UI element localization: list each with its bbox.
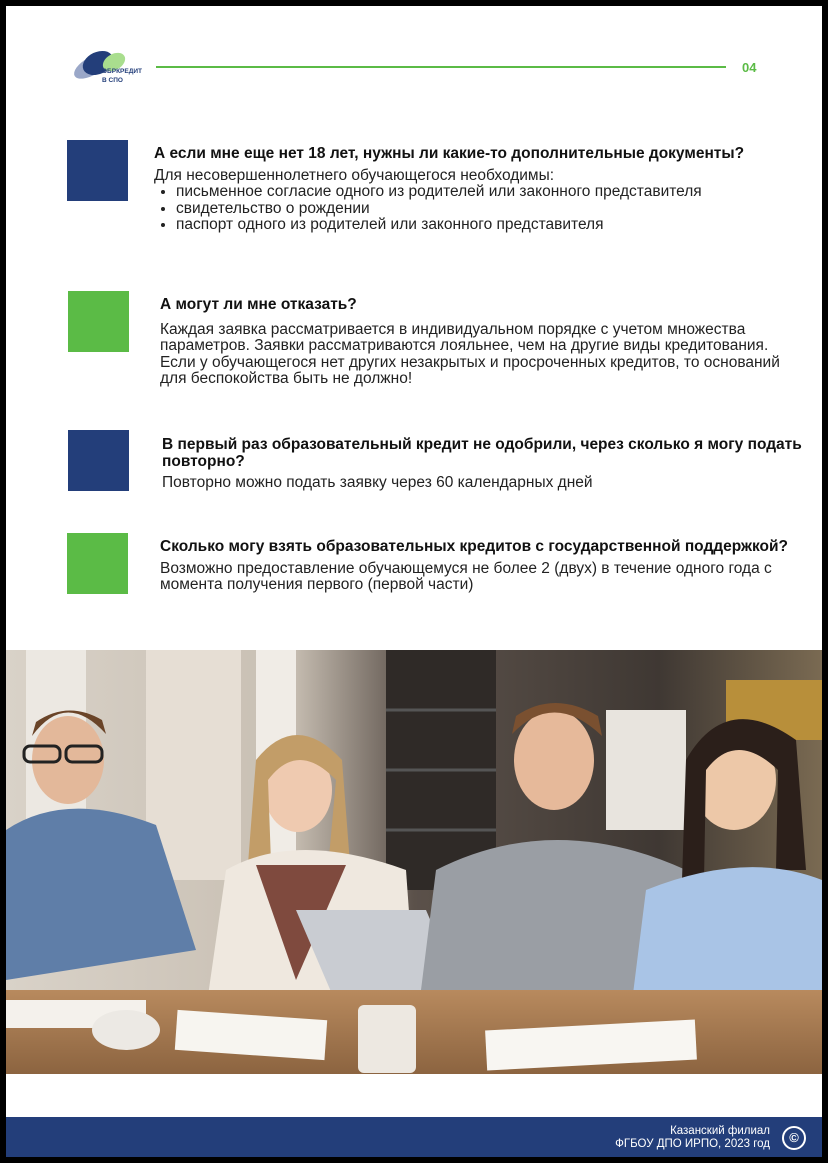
faq-answer-intro: Для несовершеннолетнего обучающегося необходимы: <box>154 166 555 184</box>
faq-question: А могут ли мне отказать? <box>160 296 357 313</box>
footer-line2: ФГБОУ ДПО ИРПО, 2023 год <box>615 1138 770 1150</box>
faq-answer: Повторно можно подать заявку через 60 календарных дней <box>162 474 593 491</box>
faq-question: В первый раз образовательный кредит не одобрили, через сколько я могу подать повторно? <box>162 436 802 470</box>
logo-text-line2: В СПО <box>102 77 123 84</box>
square-marker-green <box>67 533 128 594</box>
logo-text-line1: ОБРКРЕДИТ <box>102 68 142 75</box>
page-number: 04 <box>742 60 757 75</box>
list-item: • письменное согласие одного из родителей или законного представителя <box>176 184 794 201</box>
footer-line1: Казанский филиал <box>670 1125 770 1137</box>
list-item: • свидетельство о рождении <box>176 201 794 218</box>
faq-answer: Возможно предоставление обучающемуся не более 2 (двух) в течение одного года с момента получения первого (первой части) <box>160 559 772 593</box>
list-item: • паспорт одного из родителей или законного представителя <box>176 217 794 234</box>
faq-question: Сколько могу взять образовательных кредитов с государственной поддержкой? <box>160 538 789 555</box>
square-marker-blue <box>67 140 128 201</box>
logo <box>62 44 154 88</box>
footer-text <box>615 1125 770 1151</box>
footer <box>6 1117 822 1157</box>
header-divider <box>156 66 726 68</box>
faq-answer: Каждая заявка рассматривается в индивидуальном порядке с учетом множества параметров. Заявки рассматриваются лояльнее, чем на другие виды кредитования. Если у обучающегося нет других незакрытых и просроченных кредитов, то оснований для беспокойства быть не должно! <box>160 320 780 387</box>
students-group-photo <box>6 650 822 1074</box>
page <box>6 6 822 1157</box>
square-marker-blue <box>68 430 129 491</box>
faq-answer-list <box>154 184 794 234</box>
faq-question: А если мне еще нет 18 лет, нужны ли какие-то дополнительные документы? <box>154 145 745 162</box>
copyright-icon: © <box>782 1126 806 1150</box>
square-marker-green <box>68 291 129 352</box>
